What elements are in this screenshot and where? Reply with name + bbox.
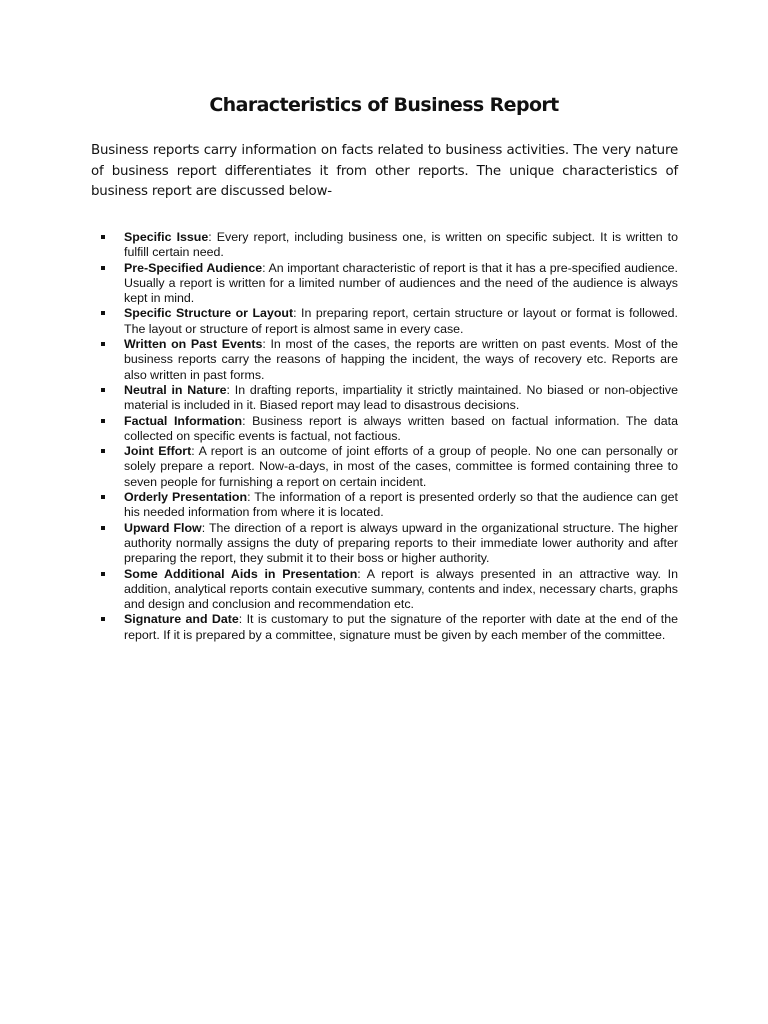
item-term: Pre-Specified Audience (124, 260, 263, 275)
item-text: : Business report is always written based on factual information. The data collected on specific events is factual, not factious. (124, 413, 678, 443)
item-term: Upward Flow (124, 520, 202, 535)
item-text: : An important characteristic of report is that it has a pre-specified audience. Usually a report is written for a limited number of audiences and the need of the audience is always kept in mind. (124, 260, 678, 306)
square-bullet-icon (101, 419, 105, 423)
item-term: Signature and Date (124, 612, 239, 627)
list-item (0, 383, 678, 414)
list-item (0, 567, 678, 613)
item-term: Some Additional Aids in Presentation (124, 566, 358, 581)
square-bullet-icon (101, 617, 105, 621)
list-item (0, 444, 678, 490)
item-text: : The information of a report is presented orderly so that the audience can get his needed information from where it is located. (124, 490, 678, 520)
square-bullet-icon (101, 388, 105, 392)
list-item (0, 414, 678, 445)
item-text: : It is customary to put the signature of the reporter with date at the end of the report. If it is prepared by a committee, signature must be given by each member of the committee. (124, 612, 678, 642)
list-item (0, 230, 678, 261)
list-item (0, 490, 678, 521)
item-text: : A report is always presented in an attractive way. In addition, analytical reports contain executive summary, contents and index, necessary charts, graphs and design and conclusion and recommendation etc. (124, 566, 678, 612)
item-text: : The direction of a report is always upward in the organizational structure. The higher authority normally assigns the duty of preparing reports to their immediate lower authority and after preparing the report, they submit it to their boss or higher authority. (124, 520, 678, 566)
item-term: Specific Structure or Layout (124, 306, 294, 321)
item-term: Orderly Presentation (124, 490, 248, 505)
square-bullet-icon (101, 311, 105, 315)
square-bullet-icon (101, 342, 105, 346)
item-term: Joint Effort (124, 444, 192, 459)
list-item (0, 306, 678, 337)
intro-paragraph: Business reports carry information on facts related to business activities. The very nature of business report differentiates it from other reports. The unique characteristics of business report are discussed below- (91, 143, 678, 199)
item-text: : In drafting reports, impartiality it strictly maintained. No biased or non-objective material is included in it. Biased report may lead to disastrous decisions. (124, 382, 678, 413)
square-bullet-icon (101, 235, 105, 239)
list-item (0, 612, 678, 643)
square-bullet-icon (101, 495, 105, 499)
item-term: Factual Information (124, 413, 243, 428)
list-item (0, 337, 678, 383)
square-bullet-icon (101, 449, 105, 453)
square-bullet-icon (101, 266, 105, 270)
square-bullet-icon (101, 526, 105, 530)
item-text: : A report is an outcome of joint efforts of a group of people. No one can personally or solely prepare a report. Now-a-days, in most of the cases, committee is formed containing three to seven people for furnishing a report on certain incident. (124, 444, 678, 489)
square-bullet-icon (101, 572, 105, 576)
item-term: Neutral in Nature (124, 382, 227, 397)
item-text: : In preparing report, certain structure or layout or format is followed. The layout or structure of report is almost same in every case. (124, 306, 678, 336)
list-item (0, 261, 678, 307)
item-term: Written on Past Events (124, 337, 263, 352)
characteristics-list (0, 230, 768, 643)
item-text: : Every report, including business one, is written on specific subject. It is written to fulfill certain need. (124, 230, 678, 260)
item-text: : In most of the cases, the reports are written on past events. Most of the business reports carry the reasons of happing the incident, the ways of recovery etc. Reports are also written in past forms. (124, 337, 679, 382)
item-term: Specific Issue (124, 230, 209, 244)
document-title: Characteristics of Business Report (209, 94, 559, 116)
list-item (0, 521, 678, 567)
